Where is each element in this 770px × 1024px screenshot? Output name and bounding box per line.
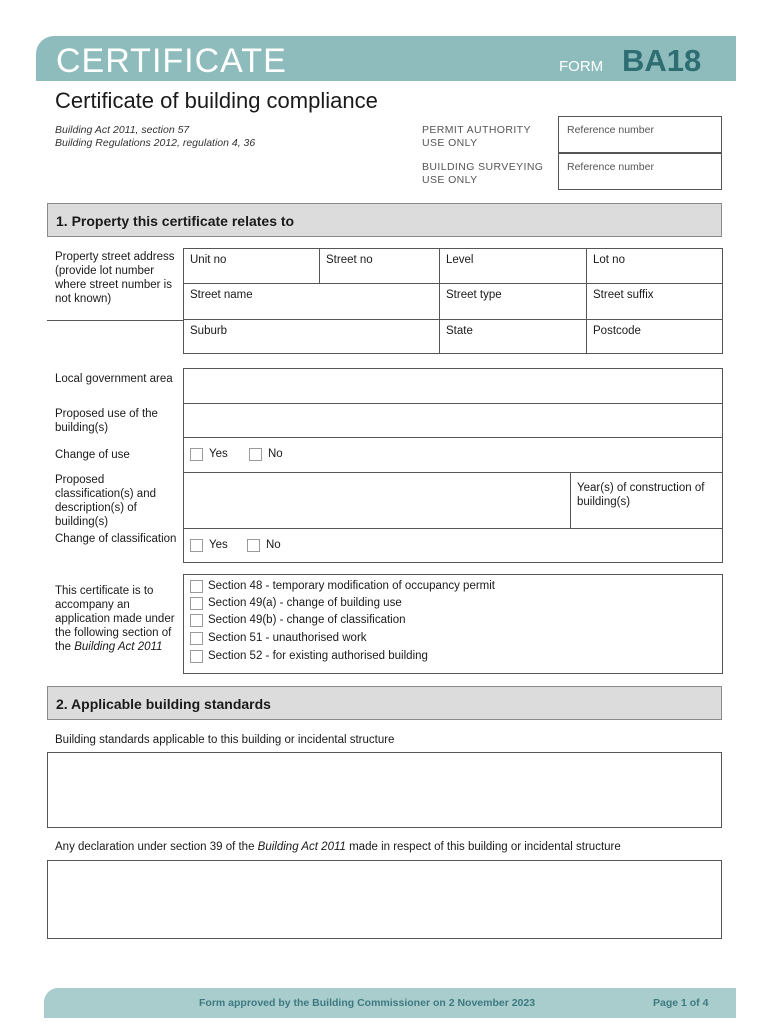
form-label: FORM xyxy=(559,58,604,75)
change-of-classification-row xyxy=(183,528,723,563)
local-government-field[interactable] xyxy=(183,368,723,404)
section-48-checkbox[interactable] xyxy=(190,580,203,593)
yes-label: Yes xyxy=(209,539,228,551)
years-of-construction-label: Year(s) of construction of building(s) xyxy=(577,482,705,508)
years-of-construction-field[interactable] xyxy=(570,472,723,529)
property-address-label: Property street address (provide lot number where street number is not known) xyxy=(55,251,175,305)
street-no-field[interactable]: Street no xyxy=(319,248,440,284)
declaration-label: Any declaration under section 39 of the Building Act 2011 made in respect of this building or incidental structure xyxy=(55,841,621,853)
change-of-classification-yes-checkbox[interactable] xyxy=(190,539,203,552)
declaration-field[interactable] xyxy=(47,860,722,939)
suburb-field[interactable]: Suburb xyxy=(183,319,440,354)
unit-no-field[interactable]: Unit no xyxy=(183,248,320,284)
local-government-label: Local government area xyxy=(55,373,173,385)
banner-title: CERTIFICATE xyxy=(56,42,287,80)
section-49b-checkbox[interactable] xyxy=(190,614,203,627)
act-name: Building Act 2011 xyxy=(74,641,163,653)
no-label: No xyxy=(266,539,281,551)
proposed-classification-label: Proposed classification(s) and description(s) of building(s) xyxy=(55,474,156,528)
permit-authority-reference-field[interactable] xyxy=(558,116,722,153)
building-standards-label: Building standards applicable to this building or incidental structure xyxy=(55,734,395,746)
section-2-heading-bar xyxy=(47,686,722,720)
building-standards-field[interactable] xyxy=(47,752,722,828)
act-name: Building Act 2011 xyxy=(257,841,346,853)
street-suffix-field[interactable]: Street suffix xyxy=(586,283,723,320)
legislation-reference xyxy=(55,124,255,150)
proposed-classification-field[interactable] xyxy=(183,472,571,529)
yes-label: Yes xyxy=(209,448,228,460)
proposed-use-field[interactable] xyxy=(183,403,723,438)
change-of-classification-label: Change of classification xyxy=(55,533,177,545)
state-field[interactable]: State xyxy=(439,319,587,354)
reference-placeholder: Reference number xyxy=(567,161,654,173)
postcode-field[interactable]: Postcode xyxy=(586,319,723,354)
change-of-use-yes-checkbox[interactable] xyxy=(190,448,203,461)
act-line: Building Act 2011, section 57 xyxy=(55,124,190,136)
section-1-heading: 1. Property this certificate relates to xyxy=(56,213,295,229)
regulation-line: Building Regulations 2012, regulation 4, 36 xyxy=(55,137,256,149)
change-of-use-label: Change of use xyxy=(55,449,130,461)
change-of-use-no-checkbox[interactable] xyxy=(249,448,262,461)
street-name-field[interactable]: Street name xyxy=(183,283,440,320)
label-divider xyxy=(47,320,183,321)
section-52-checkbox[interactable] xyxy=(190,650,203,663)
lot-no-field[interactable]: Lot no xyxy=(586,248,723,284)
permit-authority-label: PERMIT AUTHORITY USE ONLY xyxy=(422,124,531,149)
building-surveying-reference-field[interactable] xyxy=(558,153,722,190)
section-1-heading-bar xyxy=(47,203,722,237)
building-surveying-label: BUILDING SURVEYING USE ONLY xyxy=(422,161,544,186)
section-51-label: Section 51 - unauthorised work xyxy=(208,632,367,644)
section-49a-checkbox[interactable] xyxy=(190,597,203,610)
page-title: Certificate of building compliance xyxy=(55,88,378,113)
no-label: No xyxy=(268,448,283,460)
street-type-field[interactable]: Street type xyxy=(439,283,587,320)
change-of-use-row xyxy=(183,437,723,473)
accompany-application-label: This certificate is to accompany an application made under the following section of the Building Act 2011 xyxy=(55,585,175,653)
section-52-label: Section 52 - for existing authorised building xyxy=(208,650,428,662)
approval-note: Form approved by the Building Commissioner on 2 November 2023 xyxy=(199,997,536,1009)
section-2-heading: 2. Applicable building standards xyxy=(56,696,271,712)
reference-placeholder: Reference number xyxy=(567,124,654,136)
section-49b-label: Section 49(b) - change of classification xyxy=(208,614,406,626)
form-code: BA18 xyxy=(622,43,702,78)
page-number: Page 1 of 4 xyxy=(653,997,709,1009)
page-footer xyxy=(44,988,736,1018)
section-51-checkbox[interactable] xyxy=(190,632,203,645)
proposed-use-label: Proposed use of the building(s) xyxy=(55,408,158,434)
level-field[interactable]: Level xyxy=(439,248,587,284)
form-banner xyxy=(36,36,736,81)
section-48-label: Section 48 - temporary modification of occupancy permit xyxy=(208,580,495,592)
change-of-classification-no-checkbox[interactable] xyxy=(247,539,260,552)
section-49a-label: Section 49(a) - change of building use xyxy=(208,597,402,609)
